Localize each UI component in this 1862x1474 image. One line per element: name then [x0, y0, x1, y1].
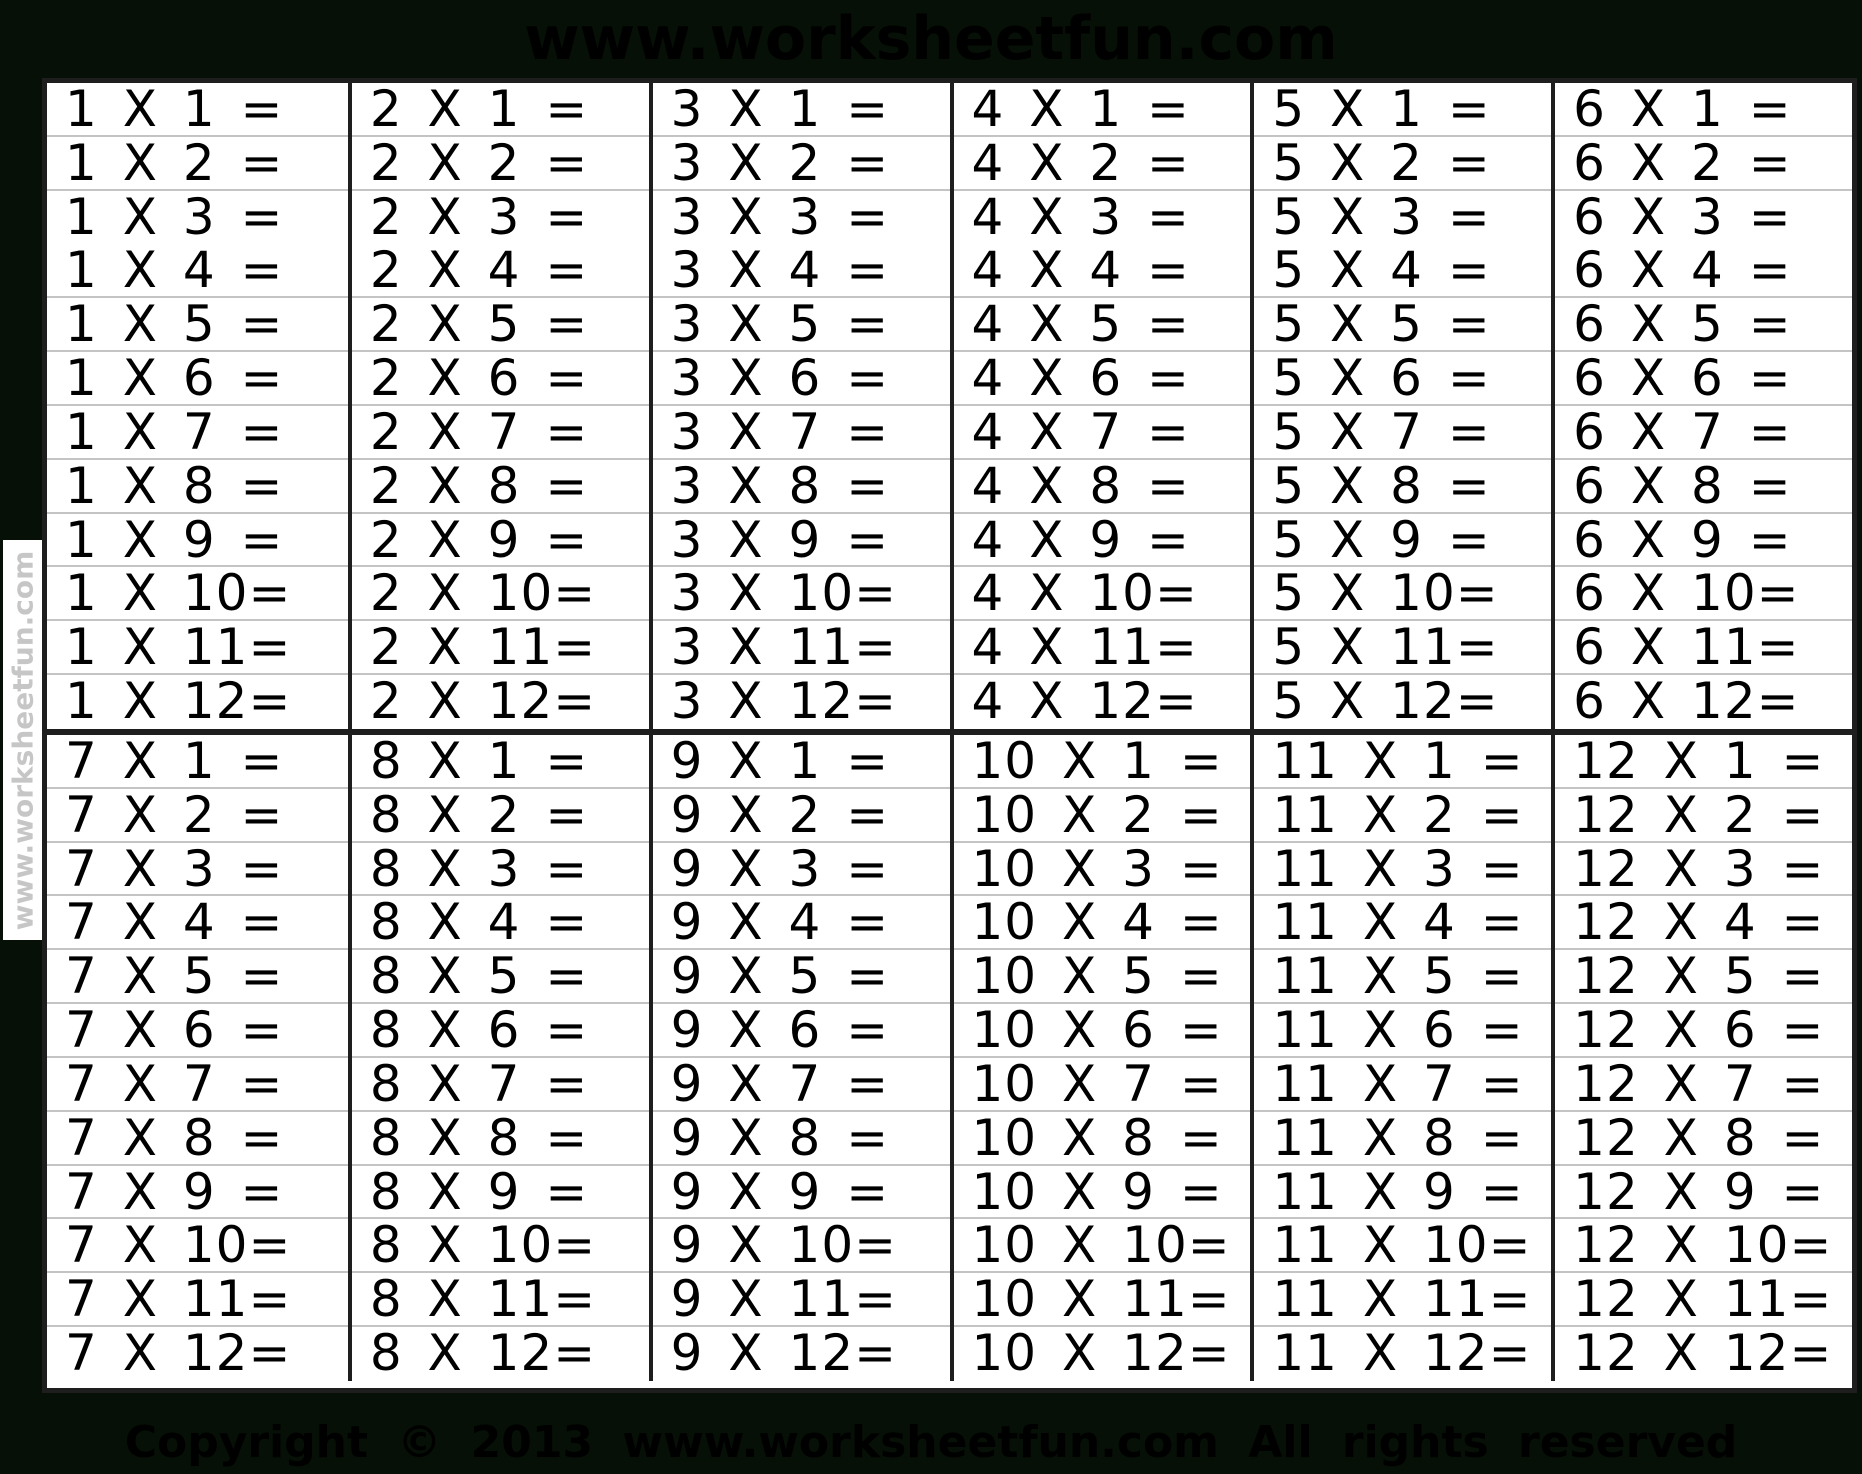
multiplication-problem: 6 X 3 = — [1573, 190, 1792, 245]
multiplication-problem: 12 X 2 = — [1555, 789, 1852, 843]
multiplication-problem: 11 X 6 = — [1254, 1004, 1551, 1058]
multiplication-problem: 2 X 6 = — [352, 352, 649, 406]
multiplication-problem: 2 X 2 = — [352, 137, 649, 191]
table-block — [47, 729, 1852, 1381]
multiplication-problem: 6 X 10= — [1555, 567, 1852, 621]
multiplication-problem: 11 X 11= — [1254, 1273, 1551, 1327]
multiplication-problem: 6 X 2 = — [1555, 137, 1852, 191]
multiplication-problem: 12 X 7 = — [1555, 1058, 1852, 1112]
multiplication-problem: 6 X 12= — [1573, 675, 1800, 729]
times-table-column-3 — [649, 83, 950, 729]
multiplication-problem: 6 X 4 = — [1555, 244, 1852, 298]
multiplication-problem: 9 X 11= — [653, 1273, 950, 1327]
times-table-column-11 — [1250, 735, 1551, 1381]
multiplication-problem: 3 X 12= — [670, 675, 898, 729]
multiplication-problem: 5 X 5 = — [1254, 298, 1551, 352]
multiplication-problem: 4 X 5 = — [954, 298, 1251, 352]
multiplication-problem: 8 X 11= — [352, 1273, 649, 1327]
copyright-notice: Copyright © 2013 www.worksheetfun.com All rights reserved — [124, 1417, 1738, 1468]
multiplication-problem: 9 X 8 = — [653, 1112, 950, 1166]
multiplication-problem: 4 X 4 = — [954, 244, 1251, 298]
multiplication-problem: 8 X 2 = — [352, 789, 649, 843]
multiplication-problem: 1 X 1 = — [47, 83, 348, 137]
multiplication-problem: 2 X 4 = — [352, 244, 649, 298]
multiplication-problem: 11 X 5 = — [1254, 950, 1551, 1004]
multiplication-problem: 7 X 3 = — [47, 843, 348, 897]
multiplication-problem: 7 X 8 = — [47, 1112, 348, 1166]
multiplication-problem: 7 X 7 = — [47, 1058, 348, 1112]
multiplication-problem: 4 X 11= — [954, 621, 1251, 675]
multiplication-problem: 4 X 12= — [971, 675, 1198, 729]
multiplication-problem: 10 X 3 = — [954, 843, 1251, 897]
multiplication-problem: 12 X 3 = — [1555, 843, 1852, 897]
multiplication-problem: 10 X 5 = — [954, 950, 1251, 1004]
multiplication-problem: 5 X 11= — [1254, 621, 1551, 675]
multiplication-problem: 2 X 1 = — [352, 83, 649, 137]
multiplication-problem: 3 X 1 = — [653, 83, 950, 137]
multiplication-problem: 12 X 10= — [1555, 1219, 1852, 1273]
multiplication-problem: 2 X 8 = — [352, 460, 649, 514]
multiplication-problem: 2 X 9 = — [352, 514, 649, 568]
multiplication-problem: 8 X 8 = — [352, 1112, 649, 1166]
multiplication-problem: 5 X 3 = — [1272, 190, 1491, 245]
multiplication-problem: 4 X 10= — [954, 567, 1251, 621]
multiplication-problem: 10 X 6 = — [954, 1004, 1251, 1058]
times-table-column-1 — [47, 83, 348, 729]
multiplication-problem: 12 X 12= — [1573, 1327, 1833, 1381]
multiplication-problem: 6 X 11= — [1555, 621, 1852, 675]
left-watermark-strip — [3, 540, 42, 940]
multiplication-problem: 9 X 6 = — [653, 1004, 950, 1058]
multiplication-problem: 1 X 11= — [47, 621, 348, 675]
multiplication-problem: 4 X 7 = — [954, 406, 1251, 460]
multiplication-problem: 2 X 10= — [352, 567, 649, 621]
times-table-column-4 — [950, 83, 1251, 729]
multiplication-problem: 9 X 7 = — [653, 1058, 950, 1112]
times-table-column-6 — [1551, 83, 1852, 729]
multiplication-problem: 7 X 6 = — [47, 1004, 348, 1058]
multiplication-problem: 2 X 12= — [369, 675, 597, 729]
multiplication-problem: 1 X 5 = — [47, 298, 348, 352]
multiplication-problem: 1 X 2 = — [47, 137, 348, 191]
multiplication-problem: 5 X 7 = — [1254, 406, 1551, 460]
multiplication-problem: 1 X 3 = — [65, 190, 284, 245]
multiplication-problem: 5 X 2 = — [1254, 137, 1551, 191]
multiplication-problem: 4 X 3 = — [971, 190, 1190, 245]
multiplication-problem: 5 X 9 = — [1254, 514, 1551, 568]
multiplication-problem: 10 X 10= — [954, 1219, 1251, 1273]
multiplication-problem: 12 X 11= — [1555, 1273, 1852, 1327]
multiplication-problem: 7 X 5 = — [47, 950, 348, 1004]
multiplication-problem: 3 X 10= — [653, 567, 950, 621]
multiplication-problem: 3 X 5 = — [653, 298, 950, 352]
multiplication-problem: 4 X 8 = — [954, 460, 1251, 514]
multiplication-problem: 11 X 1 = — [1254, 735, 1551, 789]
multiplication-problem: 2 X 11= — [352, 621, 649, 675]
multiplication-problem: 12 X 6 = — [1555, 1004, 1852, 1058]
multiplication-problem: 8 X 6 = — [352, 1004, 649, 1058]
multiplication-problem: 3 X 11= — [653, 621, 950, 675]
multiplication-problem: 3 X 2 = — [653, 137, 950, 191]
multiplication-problem: 9 X 4 = — [653, 896, 950, 950]
times-table-column-8 — [348, 735, 649, 1381]
multiplication-problem: 1 X 4 = — [47, 244, 348, 298]
multiplication-problem: 11 X 7 = — [1254, 1058, 1551, 1112]
multiplication-problem: 11 X 9 = — [1254, 1166, 1551, 1220]
multiplication-problem: 7 X 9 = — [47, 1166, 348, 1220]
times-table-column-12 — [1551, 735, 1852, 1381]
multiplication-problem: 10 X 8 = — [954, 1112, 1251, 1166]
multiplication-times-table — [42, 78, 1857, 1393]
multiplication-problem: 4 X 6 = — [954, 352, 1251, 406]
multiplication-problem: 4 X 1 = — [954, 83, 1251, 137]
multiplication-problem: 8 X 1 = — [352, 735, 649, 789]
multiplication-problem: 3 X 4 = — [653, 244, 950, 298]
multiplication-problem: 9 X 3 = — [653, 843, 950, 897]
multiplication-problem: 7 X 4 = — [47, 896, 348, 950]
times-table-column-2 — [348, 83, 649, 729]
multiplication-problem: 4 X 9 = — [954, 514, 1251, 568]
multiplication-problem: 6 X 9 = — [1555, 514, 1852, 568]
multiplication-problem: 5 X 10= — [1254, 567, 1551, 621]
multiplication-problem: 3 X 7 = — [653, 406, 950, 460]
multiplication-problem: 10 X 12= — [971, 1327, 1231, 1381]
multiplication-problem: 9 X 1 = — [653, 735, 950, 789]
multiplication-problem: 8 X 3 = — [352, 843, 649, 897]
multiplication-problem: 1 X 9 = — [47, 514, 348, 568]
multiplication-problem: 6 X 1 = — [1555, 83, 1852, 137]
multiplication-problem: 12 X 9 = — [1555, 1166, 1852, 1220]
multiplication-problem: 4 X 2 = — [954, 137, 1251, 191]
multiplication-problem: 9 X 2 = — [653, 789, 950, 843]
multiplication-problem: 2 X 5 = — [352, 298, 649, 352]
multiplication-problem: 6 X 6 = — [1555, 352, 1852, 406]
multiplication-problem: 6 X 5 = — [1555, 298, 1852, 352]
multiplication-problem: 1 X 10= — [47, 567, 348, 621]
multiplication-problem: 11 X 10= — [1254, 1219, 1551, 1273]
multiplication-problem: 8 X 5 = — [352, 950, 649, 1004]
multiplication-problem: 11 X 2 = — [1254, 789, 1551, 843]
multiplication-problem: 1 X 6 = — [47, 352, 348, 406]
times-table-column-7 — [47, 735, 348, 1381]
times-table-column-9 — [649, 735, 950, 1381]
multiplication-problem: 6 X 7 = — [1555, 406, 1852, 460]
multiplication-problem: 8 X 10= — [352, 1219, 649, 1273]
multiplication-problem: 9 X 10= — [653, 1219, 950, 1273]
multiplication-problem: 3 X 9 = — [653, 514, 950, 568]
multiplication-problem: 8 X 7 = — [352, 1058, 649, 1112]
multiplication-problem: 8 X 9 = — [352, 1166, 649, 1220]
multiplication-problem: 11 X 12= — [1272, 1327, 1532, 1381]
multiplication-problem: 10 X 4 = — [954, 896, 1251, 950]
multiplication-problem: 8 X 4 = — [352, 896, 649, 950]
multiplication-problem: 10 X 7 = — [954, 1058, 1251, 1112]
multiplication-problem: 5 X 4 = — [1254, 244, 1551, 298]
multiplication-problem: 3 X 8 = — [653, 460, 950, 514]
multiplication-problem: 9 X 12= — [670, 1327, 898, 1381]
multiplication-problem: 7 X 2 = — [47, 789, 348, 843]
multiplication-problem: 7 X 1 = — [47, 735, 348, 789]
multiplication-problem: 7 X 11= — [47, 1273, 348, 1327]
watermark-text: www.worksheetfun.com — [6, 550, 40, 930]
multiplication-problem: 10 X 9 = — [954, 1166, 1251, 1220]
multiplication-problem: 3 X 3 = — [670, 190, 890, 245]
multiplication-problem: 5 X 12= — [1272, 675, 1499, 729]
multiplication-problem: 12 X 8 = — [1555, 1112, 1852, 1166]
multiplication-problem: 9 X 5 = — [653, 950, 950, 1004]
multiplication-problem: 7 X 12= — [65, 1327, 292, 1381]
site-title: www.worksheetfun.com — [524, 4, 1338, 74]
multiplication-problem: 5 X 1 = — [1254, 83, 1551, 137]
multiplication-problem: 6 X 8 = — [1555, 460, 1852, 514]
times-table-column-5 — [1250, 83, 1551, 729]
multiplication-problem: 9 X 9 = — [653, 1166, 950, 1220]
table-block — [47, 83, 1852, 729]
multiplication-problem: 1 X 7 = — [47, 406, 348, 460]
multiplication-problem: 12 X 4 = — [1555, 896, 1852, 950]
multiplication-problem: 1 X 8 = — [47, 460, 348, 514]
multiplication-problem: 10 X 11= — [954, 1273, 1251, 1327]
multiplication-problem: 10 X 2 = — [954, 789, 1251, 843]
multiplication-problem: 11 X 4 = — [1254, 896, 1551, 950]
multiplication-problem: 1 X 12= — [65, 675, 292, 729]
multiplication-problem: 12 X 5 = — [1555, 950, 1852, 1004]
multiplication-problem: 8 X 12= — [369, 1327, 597, 1381]
multiplication-problem: 10 X 1 = — [954, 735, 1251, 789]
multiplication-problem: 2 X 3 = — [369, 190, 589, 245]
multiplication-problem: 12 X 1 = — [1555, 735, 1852, 789]
multiplication-problem: 7 X 10= — [47, 1219, 348, 1273]
times-table-column-10 — [950, 735, 1251, 1381]
multiplication-problem: 5 X 6 = — [1254, 352, 1551, 406]
multiplication-problem: 2 X 7 = — [352, 406, 649, 460]
multiplication-problem: 3 X 6 = — [653, 352, 950, 406]
multiplication-problem: 11 X 3 = — [1254, 843, 1551, 897]
multiplication-problem: 5 X 8 = — [1254, 460, 1551, 514]
multiplication-problem: 11 X 8 = — [1254, 1112, 1551, 1166]
